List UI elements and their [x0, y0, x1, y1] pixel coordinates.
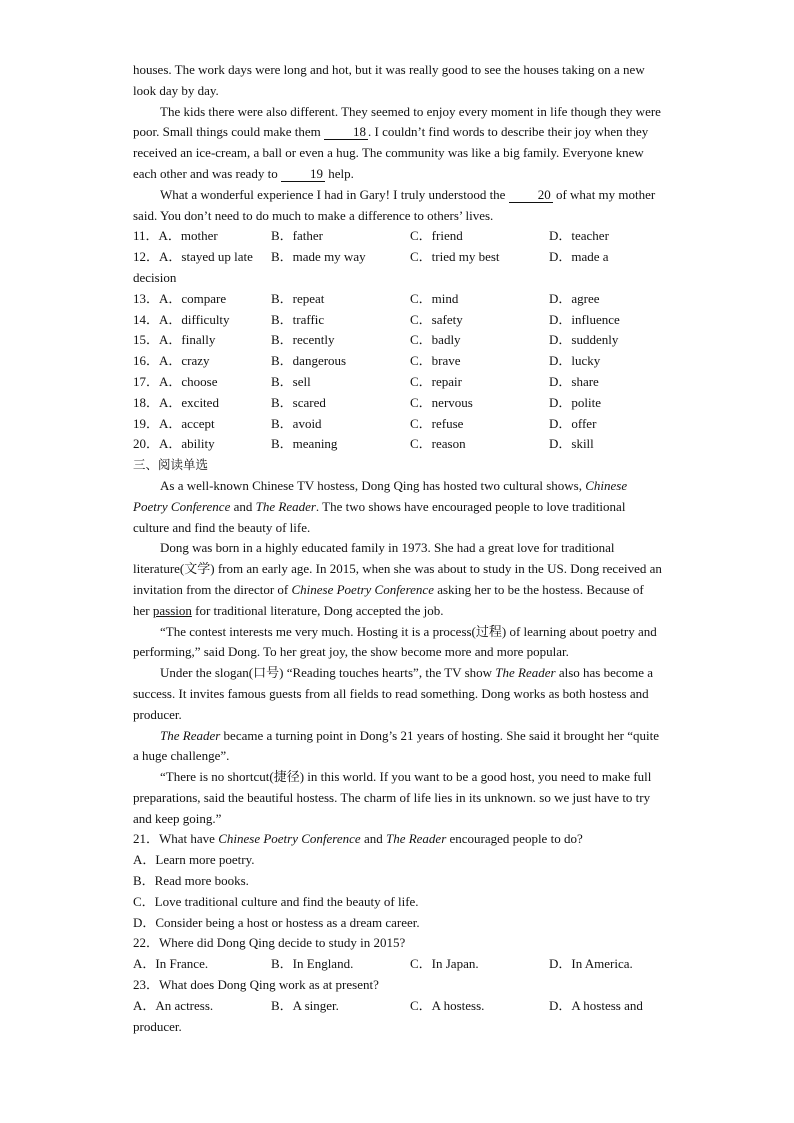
question-number: 12． [133, 249, 160, 265]
option-22-d: D．In America. [549, 956, 633, 972]
option-d: D．offer [549, 415, 597, 431]
reading-paragraph: Under the slogan(口号) “Reading touches hearts”, the TV show The Reader also has become a success. It invites famous guests from all fields to read something. Dong works as both hostess and producer. [133, 665, 654, 722]
cloze-option-row [133, 434, 663, 455]
option-d: D．teacher [549, 228, 609, 244]
option-22-b: B．In England. [271, 956, 354, 972]
option-b: B．repeat [271, 290, 325, 306]
document-page [133, 60, 663, 1037]
passage-paragraph: What a wonderful experience I had in Gary! I truly understood the 20 of what my mother said. You don’t need to do much to make a difference to others’ lives. [133, 186, 656, 223]
cloze-option-row [133, 372, 663, 393]
blank-19: 19 [281, 167, 325, 182]
reading-paragraph: “The contest interests me very much. Hosting it is a process(过程) of learning about poetry and performing,” said Dong. To her great joy, the show become more and more popular. [133, 623, 657, 660]
question-23: 23．What does Dong Qing work as at present? [133, 977, 379, 993]
option-c: C．reason [410, 436, 466, 452]
passage-paragraph: The kids there were also different. They seemed to enjoy every moment in life though they were poor. Small things could make them 18 . I couldn’t find words to describe their joy when they received an ice-cream, a ball or even a hug. The community was like a big family. Everyone knew each other and was ready to 19 help. [133, 103, 661, 181]
question-number: 17． [133, 373, 160, 389]
question-number: 20． [133, 436, 160, 452]
option-a: 13．A．compare [133, 290, 227, 306]
reading-paragraph: Dong was born in a highly educated family in 1973. She had a great love for traditional literature(文学) from an early age. In 2015, when she was about to study in the US. Dong received an invitation from the director of Chinese Poetry Conference asking her to be the hostess. Because of her passion for traditional literature, Dong accepted the job. [133, 540, 662, 618]
option-b: B．recently [271, 332, 335, 348]
option-22-a: A．In France. [133, 956, 209, 972]
option-wrap: decision [133, 269, 177, 285]
option-21-d: D．Consider being a host or hostess as a dream career. [133, 914, 420, 930]
option-a: 14．A．difficulty [133, 311, 230, 327]
option-23-c: C．A hostess. [410, 997, 485, 1013]
option-d: D．skill [549, 436, 594, 452]
option-c: C．repair [410, 373, 462, 389]
option-c: C．safety [410, 311, 463, 327]
cloze-option-row [133, 310, 663, 331]
question-22: 22．Where did Dong Qing decide to study in 2015? [133, 935, 406, 951]
cloze-option-row [133, 289, 663, 310]
cloze-options [133, 226, 663, 455]
option-d: D．made a [549, 249, 609, 265]
cloze-option-row [133, 393, 663, 414]
question-number: 18． [133, 394, 160, 410]
option-21-b: B．Read more books. [133, 873, 249, 889]
option-b: B．meaning [271, 436, 338, 452]
passage-paragraph: houses. The work days were long and hot, but it was really good to see the houses taking on a new look day by day. [133, 62, 645, 98]
option-d: D．share [549, 373, 599, 389]
option-b: B．avoid [271, 415, 322, 431]
option-a: 11．A．mother [133, 228, 218, 244]
question-number: 19． [133, 415, 160, 431]
option-c: C．brave [410, 353, 461, 369]
question-number: 11． [133, 228, 159, 244]
blank-18: 18 [324, 125, 368, 140]
cloze-option-row [133, 351, 663, 372]
option-23-a: A．An actress. [133, 997, 214, 1013]
option-b: B．dangerous [271, 353, 347, 369]
option-b: B．father [271, 228, 323, 244]
option-a: 20．A．ability [133, 436, 215, 452]
option-21-c: C．Love traditional culture and find the beauty of life. [133, 893, 419, 909]
cloze-option-row [133, 247, 663, 268]
option-c: C．mind [410, 290, 459, 306]
option-a: 18．A．excited [133, 394, 219, 410]
blank-20: 20 [509, 188, 553, 203]
option-d: D．agree [549, 290, 600, 306]
question-number: 13． [133, 290, 160, 306]
options-23 [133, 996, 663, 1017]
reading-paragraph: The Reader became a turning point in Dong’s 21 years of hosting. She said it brought her “quite a huge challenge”. [133, 727, 659, 764]
option-d: D．polite [549, 394, 601, 410]
option-a: 15．A．finally [133, 332, 216, 348]
underlined-word: passion [152, 602, 192, 618]
option-23-d-wrap: producer. [133, 1018, 182, 1034]
option-a: 17．A．choose [133, 373, 218, 389]
option-23-d: D．A hostess and [549, 997, 643, 1013]
option-b: B．traffic [271, 311, 325, 327]
option-b: B．scared [271, 394, 326, 410]
question-number: 14． [133, 311, 160, 327]
option-c: C．badly [410, 332, 461, 348]
section-title: 三、阅读单选 [133, 457, 209, 473]
option-d: D．lucky [549, 353, 601, 369]
option-c: C．tried my best [410, 249, 500, 265]
question-21: 21．What have Chinese Poetry Conference and The Reader encouraged people to do? [133, 831, 583, 847]
option-21-a: A．Learn more poetry. [133, 852, 255, 868]
option-a: 16．A．crazy [133, 353, 210, 369]
option-22-c: C．In Japan. [410, 956, 479, 972]
option-a: 12．A．stayed up late [133, 249, 253, 265]
cloze-option-row [133, 226, 663, 247]
question-number: 15． [133, 332, 160, 348]
option-23-b: B．A singer. [271, 997, 339, 1013]
option-d: D．suddenly [549, 332, 619, 348]
option-d: D．influence [549, 311, 620, 327]
reading-paragraph: “There is no shortcut(捷径) in this world. If you want to be a good host, you need to make full preparations, said the beautiful hostess. The charm of life lies in its unknown. so we just have to try and keep going.” [133, 769, 652, 826]
option-c: C．nervous [410, 394, 473, 410]
option-b: B．sell [271, 373, 311, 389]
question-number: 16． [133, 353, 160, 369]
cloze-option-row [133, 414, 663, 435]
option-c: C．friend [410, 228, 463, 244]
option-c: C．refuse [410, 415, 464, 431]
option-b: B．made my way [271, 249, 366, 265]
cloze-option-row [133, 330, 663, 351]
reading-paragraph: As a well-known Chinese TV hostess, Dong Qing has hosted two cultural shows, Chinese Poetry Conference and The Reader. The two shows have encouraged people to love traditional culture and find the beauty of life. [133, 477, 628, 535]
options-22 [133, 954, 663, 975]
option-a: 19．A．accept [133, 415, 215, 431]
